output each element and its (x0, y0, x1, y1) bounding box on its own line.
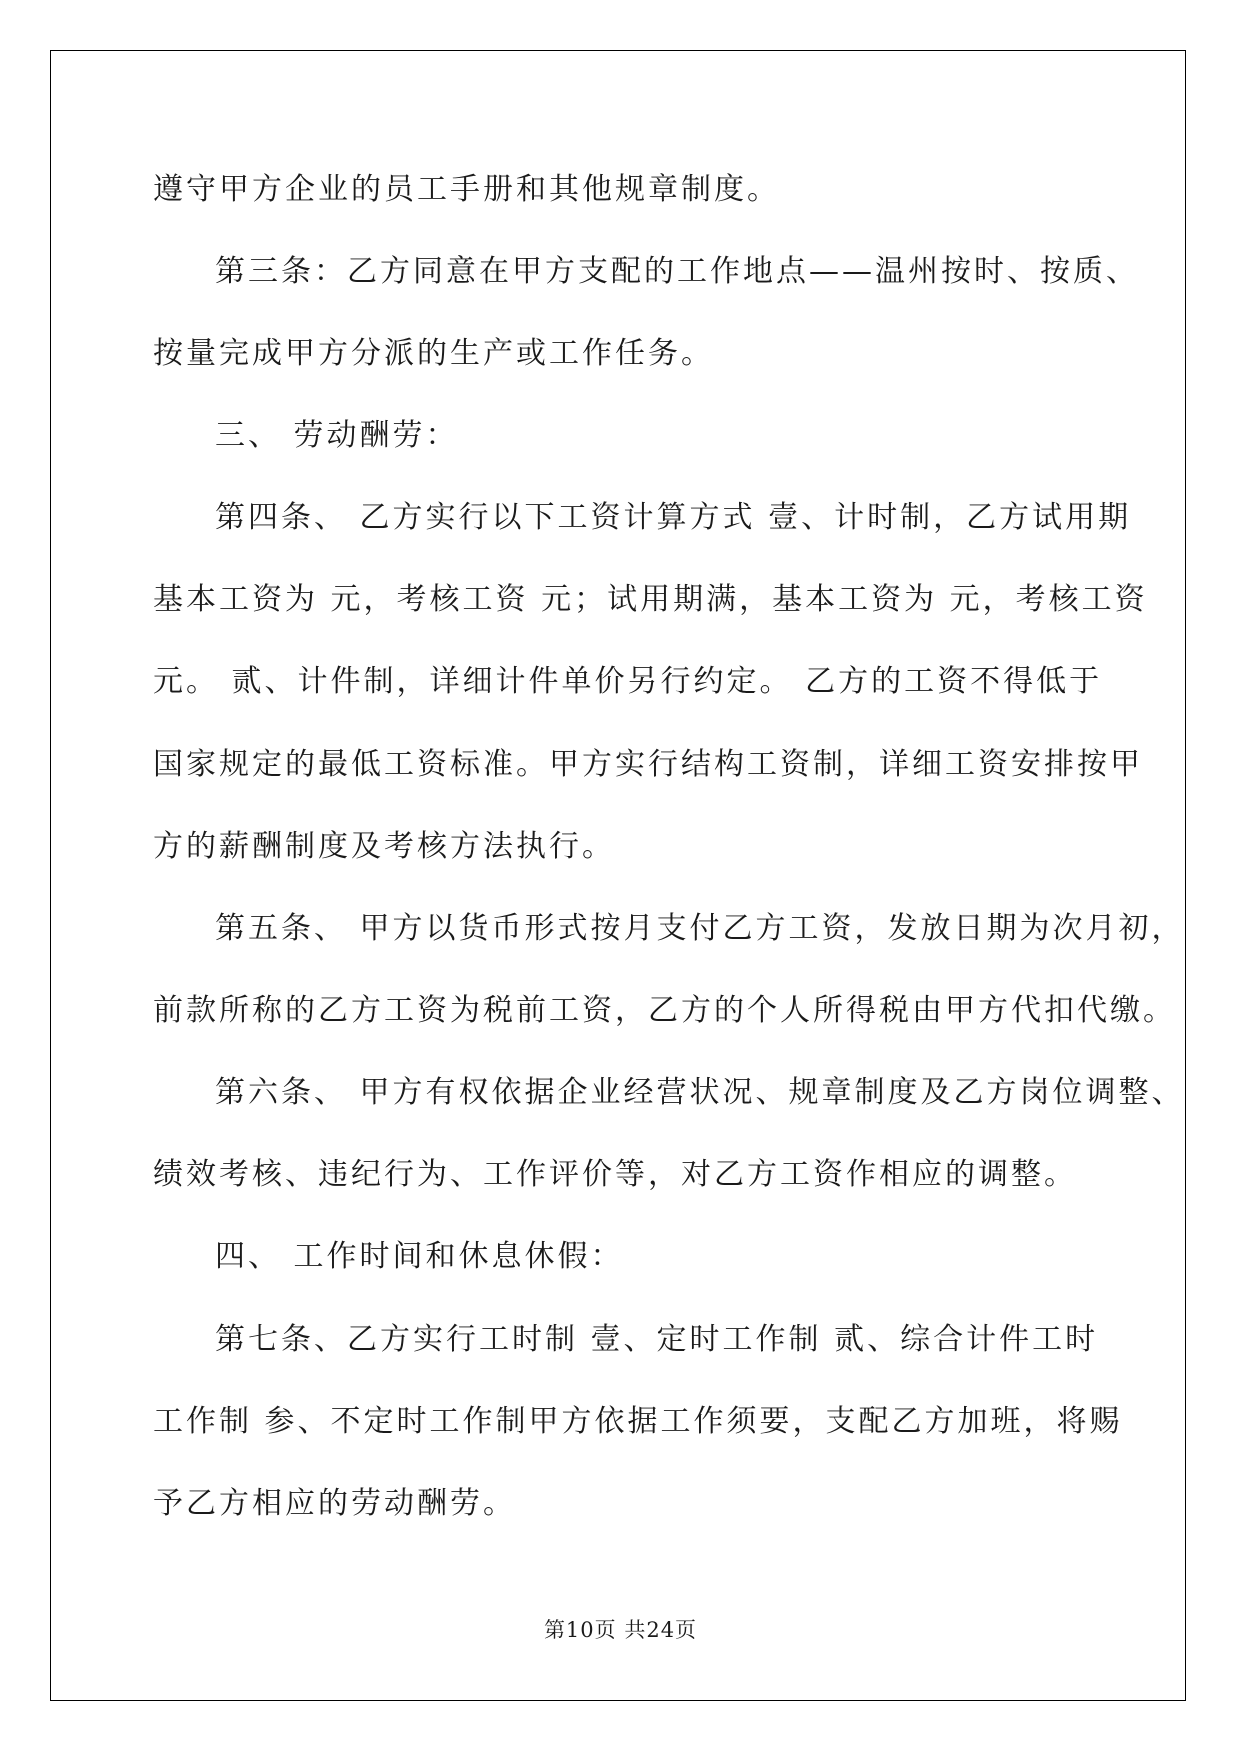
text-line: 基本工资为 元，考核工资 元；试用期满，基本工资为 元，考核工资 (153, 582, 1148, 617)
text-line: 第六条、 甲方有权依据企业经营状况、规章制度及乙方岗位调整、 (215, 1075, 1185, 1110)
text-line: 遵守甲方企业的员工手册和其他规章制度。 (153, 172, 780, 207)
text-line: 按量完成甲方分派的生产或工作任务。 (153, 336, 714, 371)
text-line: 第七条、乙方实行工时制 壹、定时工作制 贰、综合计件工时 (215, 1322, 1099, 1357)
page-number-footer: 第10页 共24页 (543, 1618, 698, 1642)
text-line: 元。 贰、计件制，详细计件单价另行约定。 乙方的工资不得低于 (153, 664, 1103, 699)
text-line: 工作制 参、不定时工作制甲方依据工作须要，支配乙方加班，将赐 (153, 1404, 1123, 1439)
text-line: 前款所称的乙方工资为税前工资，乙方的个人所得税由甲方代扣代缴。 (153, 993, 1176, 1028)
text-line: 方的薪酬制度及考核方法执行。 (153, 829, 615, 864)
text-line: 第五条、 甲方以货币形式按月支付乙方工资，发放日期为次月初， (215, 911, 1185, 946)
section-heading: 三、 劳动酬劳： (215, 418, 459, 453)
text-line: 绩效考核、违纪行为、工作评价等，对乙方工资作相应的调整。 (153, 1157, 1077, 1192)
text-line: 第四条、 乙方实行以下工资计算方式 壹、计时制，乙方试用期 (215, 500, 1132, 535)
text-line: 第三条：乙方同意在甲方支配的工作地点——温州按时、按质、 (215, 254, 1139, 289)
page-border (50, 50, 1186, 1701)
section-heading: 四、 工作时间和休息休假： (215, 1239, 624, 1274)
text-line: 予乙方相应的劳动酬劳。 (153, 1486, 516, 1521)
text-line: 国家规定的最低工资标准。甲方实行结构工资制，详细工资安排按甲 (153, 747, 1143, 782)
